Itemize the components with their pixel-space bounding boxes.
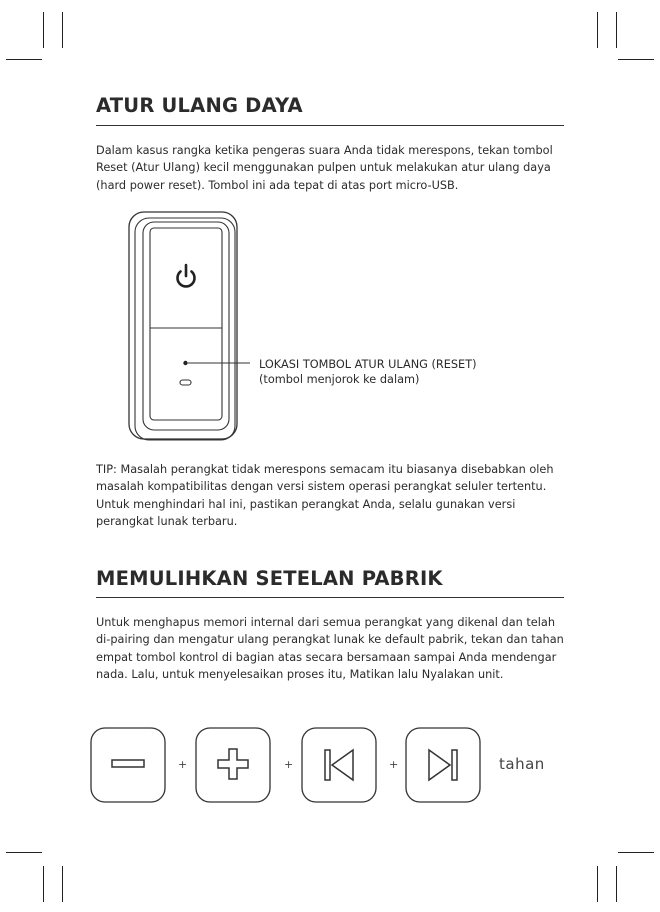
reset-callout bbox=[259, 357, 477, 387]
minus-icon bbox=[112, 760, 144, 767]
power-icon bbox=[178, 265, 195, 286]
reset-instructions: Dalam kasus rangka ketika pengeras suara Anda tidak merespons, tekan tombol Reset (Atur Ulang) kecil menggunakan pulpen untuk melakukan atur ulang daya (hard power reset). Tombol ini ada tepat di atas port micro-USB. bbox=[96, 144, 553, 192]
reset-button-hole bbox=[183, 361, 187, 365]
plus-separator: + bbox=[389, 758, 399, 771]
previous-icon bbox=[325, 750, 353, 780]
title-divider bbox=[96, 125, 564, 126]
callout-title: LOKASI TOMBOL ATUR ULANG (RESET) bbox=[259, 358, 477, 371]
factory-reset-instructions: Untuk menghapus memori internal dari semua perangkat yang dikenal dan telah di-pairing dan mengatur ulang perangkat lunak ke default pabrik, tekan dan tahan empat tombol kontrol di bagian atas secara bersamaan sampai Anda mendengar nada. Lalu, untuk menyelesaikan proses itu, Matikan lalu Nyalakan unit. bbox=[96, 616, 564, 681]
plus-separator: + bbox=[178, 758, 188, 771]
next-button bbox=[405, 727, 481, 803]
plus-separator: + bbox=[284, 758, 294, 771]
previous-button bbox=[301, 727, 377, 803]
title-divider bbox=[96, 597, 564, 598]
minus-button bbox=[90, 727, 166, 803]
hold-label: tahan bbox=[499, 755, 545, 773]
plus-icon bbox=[218, 749, 248, 779]
speaker-back-illustration bbox=[125, 208, 250, 450]
next-icon bbox=[429, 750, 457, 780]
section-title-factory: MEMULIHKAN SETELAN PABRIK bbox=[96, 567, 443, 590]
callout-note: (tombol menjorok ke dalam) bbox=[259, 373, 420, 386]
plus-button bbox=[195, 727, 271, 803]
tip-text: TIP: Masalah perangkat tidak merespons semacam itu biasanya disebabkan oleh masalah kompatibilitas dengan versi sistem operasi perangkat seluler tertentu. Untuk menghindari hal ini, pastikan perangkat Anda, selalu gunakan versi perangkat lunak terbaru. bbox=[96, 463, 554, 528]
micro-usb-port bbox=[180, 380, 191, 385]
section-title-reset: ATUR ULANG DAYA bbox=[96, 94, 303, 117]
